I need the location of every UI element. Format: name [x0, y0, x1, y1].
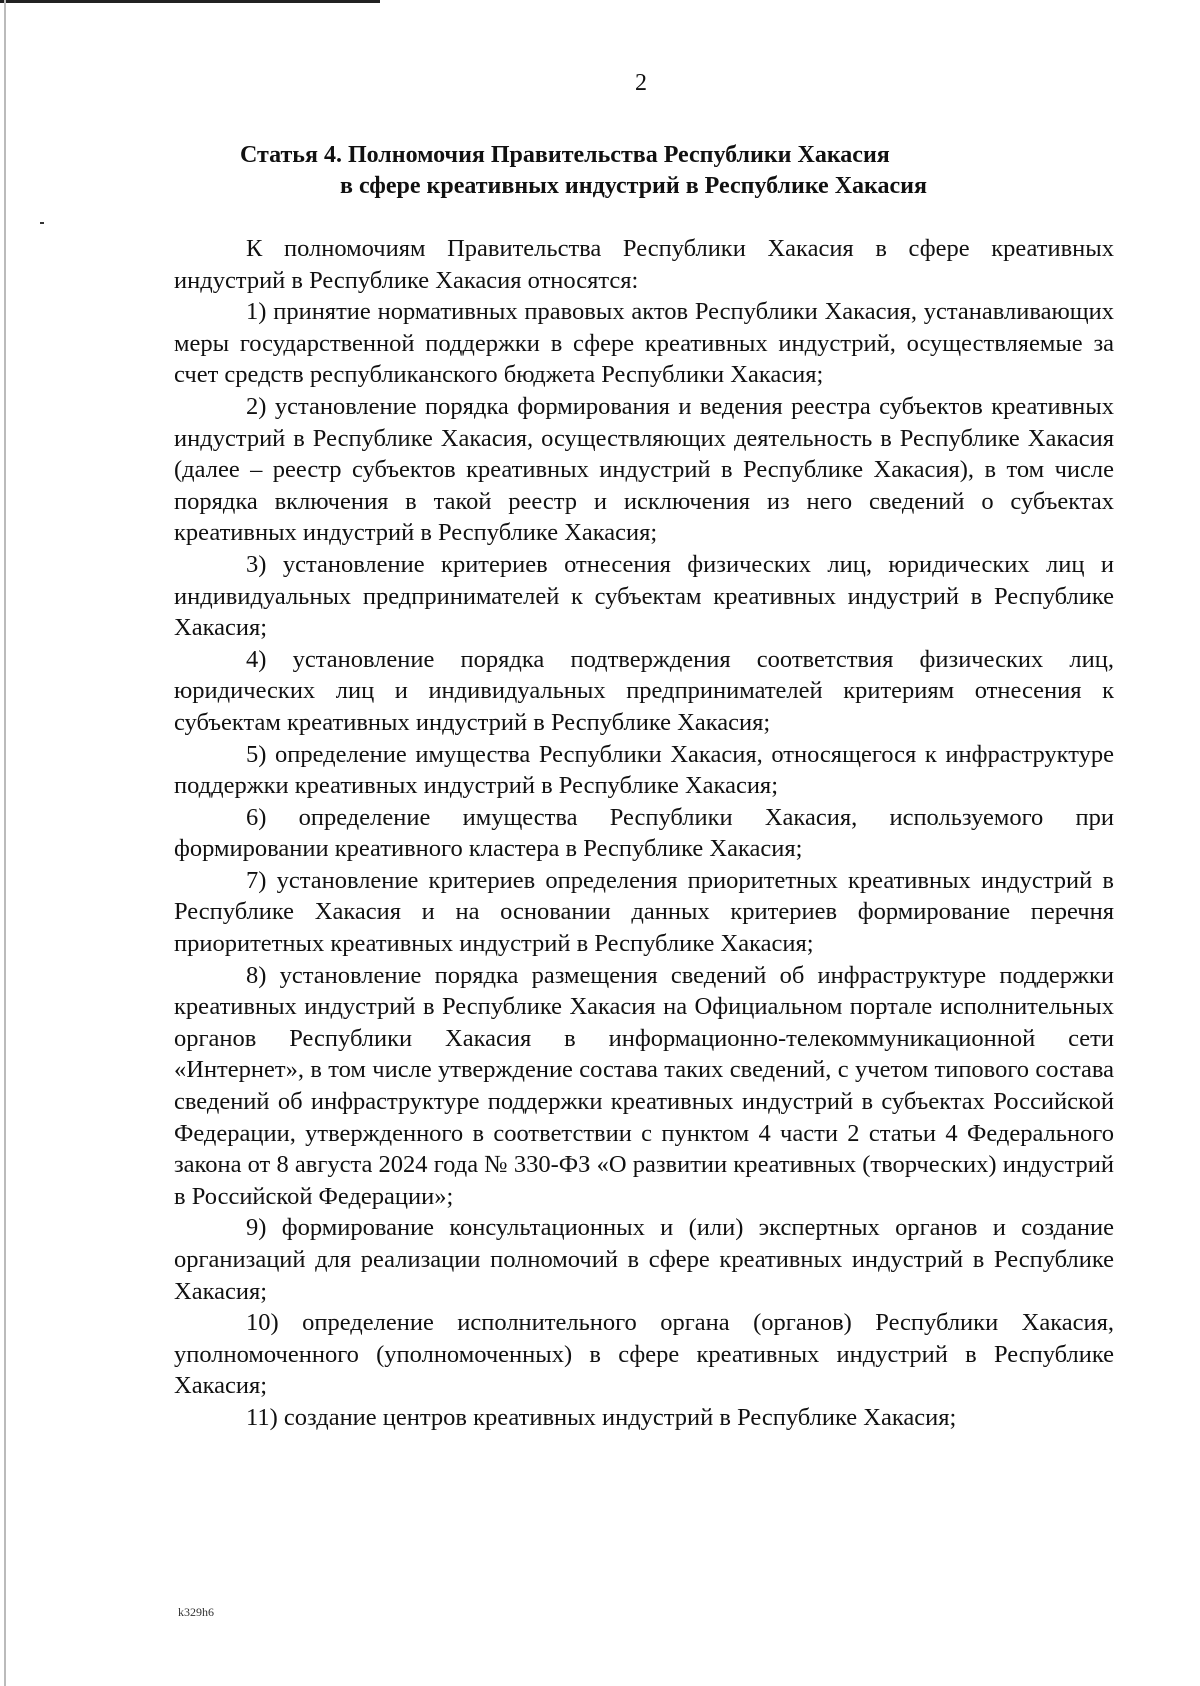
- paragraph-item-7: 7) установление критериев определения приоритетных креативных индустрий в Республике Хакасия и на основании данных критериев формирование перечня приоритетных креативных индустрий в Республике Хакасия;: [174, 866, 1114, 958]
- footer-document-code: k329h6: [178, 1605, 214, 1619]
- paragraph-item-4: 4) установление порядка подтверждения соответствия физических лиц, юридических лиц и индивидуальных предпринимателей критериям отнесения к субъектам креативных индустрий в Республике Хакасия;: [174, 645, 1114, 736]
- scan-edge-left: [4, 0, 6, 1686]
- paragraph-item-11: 11) создание центров креативных индустрий в Республике Хакасия;: [246, 1403, 957, 1431]
- paragraph-item-2: 2) установление порядка формирования и ведения реестра субъектов креативных индустрий в Республике Хакасия, осуществляющих деятельность в Республике Хакасия (далее – реестр субъектов креативных индустрий в Республике Хакасия), в том числе порядка включения в такой реестр и исключения из него сведений о субъектах креативных индустрий в Республике Хакасия;: [174, 392, 1114, 547]
- article-title: [240, 140, 1040, 202]
- paragraph-item-9: 9) формирование консультационных и (или) экспертных органов и создание организаций для реализации полномочий в сфере креативных индустрий в Республике Хакасия;: [174, 1214, 1114, 1305]
- paragraph-item-6: 6) определение имущества Республики Хакасия, используемого при формировании креативного кластера в Республике Хакасия;: [174, 803, 1114, 863]
- paragraph-item-8: 8) установление порядка размещения сведений об инфраструктуре поддержки креативных индустрий в Республике Хакасия на Официальном портале исполнительных органов Республики Хакасия в информационно-телекоммуникационной сети «Интернет», в том числе утверждение состава таких сведений, с учетом типового состава сведений об инфраструктуре поддержки креативных индустрий в субъектах Российской Федерации, утвержденного в соответствии с пунктом 4 части 2 статьи 4 Федерального закона от 8 августа 2024 года № 330-ФЗ «О развитии креативных (творческих) индустрий в Российской Федерации»;: [174, 961, 1114, 1210]
- article-body: [174, 233, 1114, 1434]
- article-title-line-1: Статья 4. Полномочия Правительства Республики Хакасия: [240, 142, 890, 168]
- paragraph-intro: К полномочиям Правительства Республики Хакасия в сфере креативных индустрий в Республике Хакасия относятся:: [174, 235, 1114, 294]
- paragraph-item-5: 5) определение имущества Республики Хакасия, относящегося к инфраструктуре поддержки креативных индустрий в Республике Хакасия;: [174, 740, 1114, 800]
- paragraph-item-3: 3) установление критериев отнесения физических лиц, юридических лиц и индивидуальных предпринимателей к субъектам креативных индустрий в Республике Хакасия;: [174, 550, 1114, 642]
- paragraph-item-1: 1) принятие нормативных правовых актов Республики Хакасия, устанавливающих меры государственной поддержки в сфере креативных индустрий, осуществляемые за счет средств республиканского бюджета Республики Хакасия;: [174, 298, 1114, 389]
- scan-edge-top: [0, 0, 380, 3]
- paragraph-item-10: 10) определение исполнительного органа (органов) Республики Хакасия, уполномоченного (уполномоченных) в сфере креативных индустрий в Республике Хакасия;: [174, 1309, 1114, 1400]
- scan-artifact-dot: [40, 222, 44, 224]
- article-title-line-2: в сфере креативных индустрий в Республике Хакасия: [340, 173, 927, 199]
- page-number: 2: [635, 70, 647, 96]
